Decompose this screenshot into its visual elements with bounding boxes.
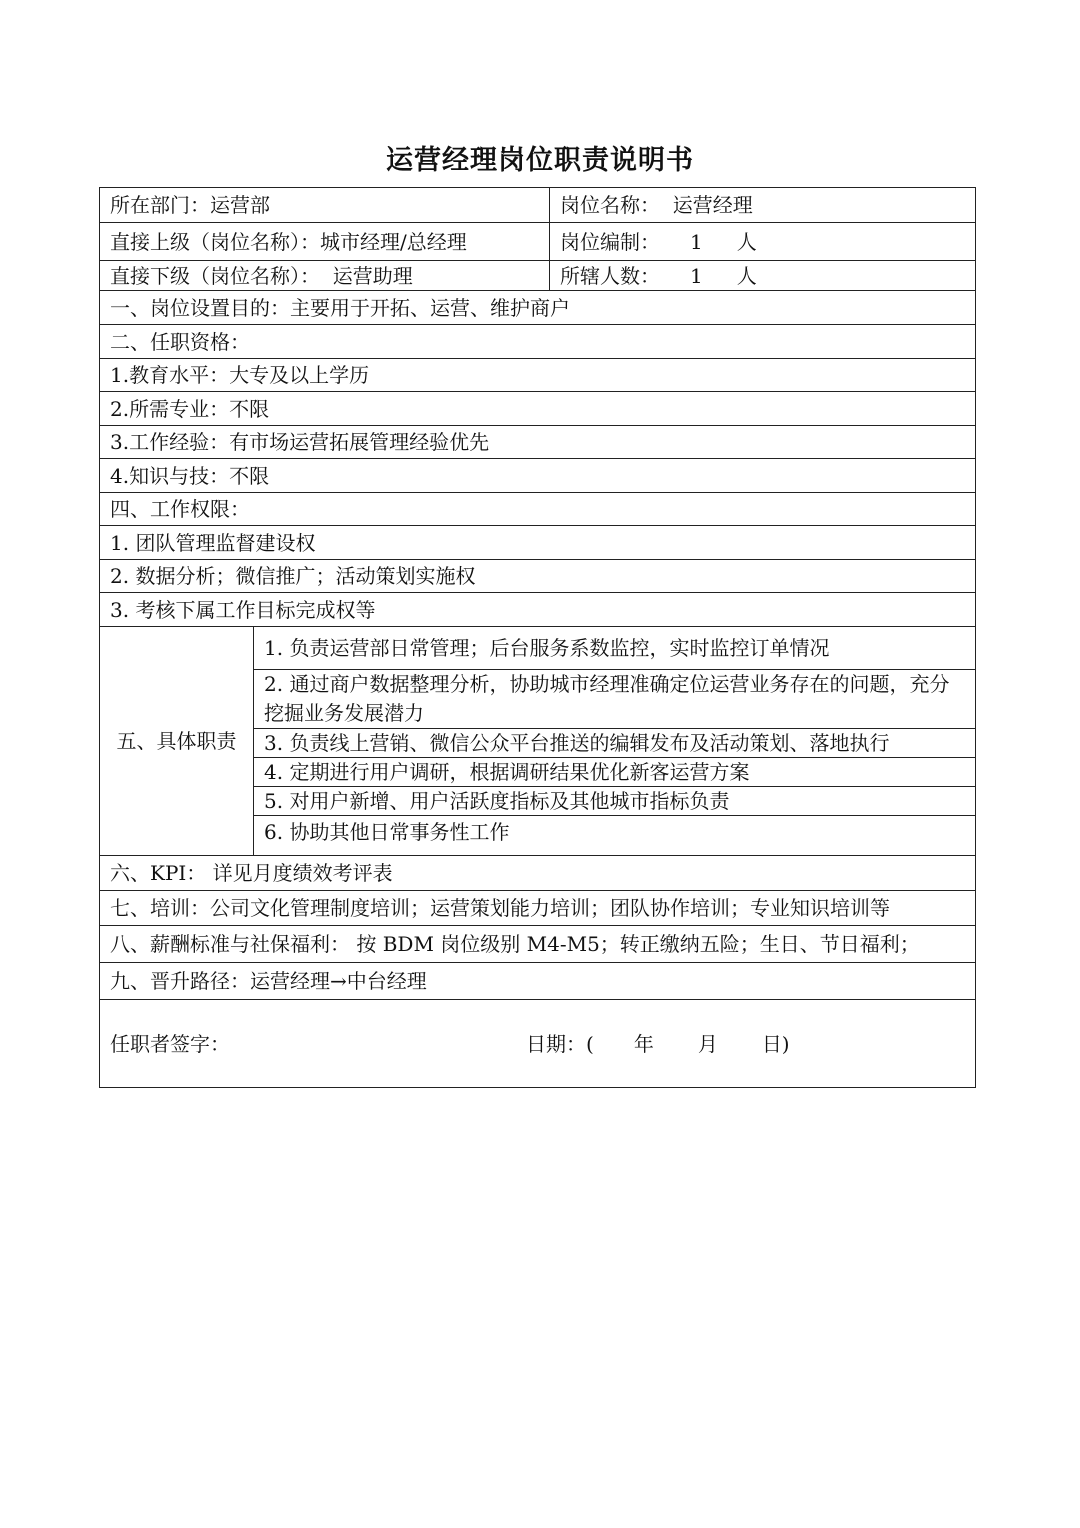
duty-item: 6. 协助其他日常事务性工作 <box>254 816 976 856</box>
authority-item: 1. 团队管理监督建设权 <box>100 526 976 560</box>
superior-value: 城市经理/总经理 <box>320 229 467 254</box>
qualification-item: 1.教育水平：大专及以上学历 <box>100 359 976 392</box>
signer-label: 任职者签字： <box>110 1031 230 1056</box>
duty-item: 5. 对用户新增、用户活跃度指标及其他城市指标负责 <box>254 787 976 816</box>
date-day: 日) <box>761 1031 790 1056</box>
superior-cell <box>100 223 550 261</box>
managed-value: 1 <box>690 263 703 288</box>
headcount-unit: 人 <box>736 229 757 254</box>
duty-item: 1. 负责运营部日常管理；后台服务系数监控，实时监控订单情况 <box>254 627 976 670</box>
signature-cell <box>100 1000 976 1088</box>
date-month: 月 <box>697 1031 718 1056</box>
duty-item: 2. 通过商户数据整理分析，协助城市经理准确定位运营业务存在的问题，充分挖掘业务发展潜力 <box>254 670 976 729</box>
position-name-cell <box>550 188 976 223</box>
headcount-value: 1 <box>690 229 703 254</box>
promotion-cell: 九、晋升路径：运营经理→中台经理 <box>100 963 976 1000</box>
duty-item: 3. 负责线上营销、微信公众平台推送的编辑发布及活动策划、落地执行 <box>254 729 976 758</box>
department-cell <box>100 188 550 223</box>
duties-heading: 五、具体职责 <box>100 627 254 856</box>
managed-label: 所辖人数： <box>560 263 660 288</box>
subordinate-value: 运营助理 <box>332 263 413 288</box>
superior-label: 直接上级（岗位名称）： <box>110 229 320 254</box>
qualifications-heading: 二、任职资格： <box>100 325 976 359</box>
position-name-value: 运营经理 <box>672 193 753 217</box>
authority-item: 2. 数据分析；微信推广；活动策划实施权 <box>100 560 976 593</box>
headcount-cell <box>550 223 976 261</box>
qualification-item: 2.所需专业：不限 <box>100 392 976 426</box>
qualification-item: 4.知识与技：不限 <box>100 459 976 493</box>
job-description-table <box>99 187 976 1088</box>
compensation-cell: 八、薪酬标准与社保福利： 按 BDM 岗位级别 M4-M5；转正缴纳五险；生日、节日福利； <box>100 926 976 963</box>
qualification-item: 3.工作经验：有市场运营拓展管理经验优先 <box>100 426 976 459</box>
kpi-cell: 六、KPI： 详见月度绩效考评表 <box>100 856 976 891</box>
authority-item: 3. 考核下属工作目标完成权等 <box>100 593 976 627</box>
training-cell: 七、培训：公司文化管理制度培训；运营策划能力培训；团队协作培训；专业知识培训等 <box>100 891 976 926</box>
superior-row <box>100 223 976 261</box>
department-label: 所在部门： <box>110 193 210 217</box>
managed-cell <box>550 261 976 291</box>
department-row <box>100 188 976 223</box>
subordinate-label: 直接下级（岗位名称）： <box>110 263 320 288</box>
purpose-cell: 一、岗位设置目的：主要用于开拓、运营、维护商户 <box>100 291 976 325</box>
subordinate-cell <box>100 261 550 291</box>
duty-item: 4. 定期进行用户调研，根据调研结果优化新客运营方案 <box>254 758 976 787</box>
department-value: 运营部 <box>210 193 270 217</box>
date-year: 年 <box>633 1031 654 1056</box>
authority-heading: 四、工作权限： <box>100 493 976 526</box>
managed-unit: 人 <box>736 263 757 288</box>
headcount-label: 岗位编制： <box>560 229 660 254</box>
subordinate-row <box>100 261 976 291</box>
position-name-label: 岗位名称： <box>560 193 660 217</box>
document-title: 运营经理岗位职责说明书 <box>386 145 694 176</box>
date-label: 日期：( <box>526 1031 594 1056</box>
